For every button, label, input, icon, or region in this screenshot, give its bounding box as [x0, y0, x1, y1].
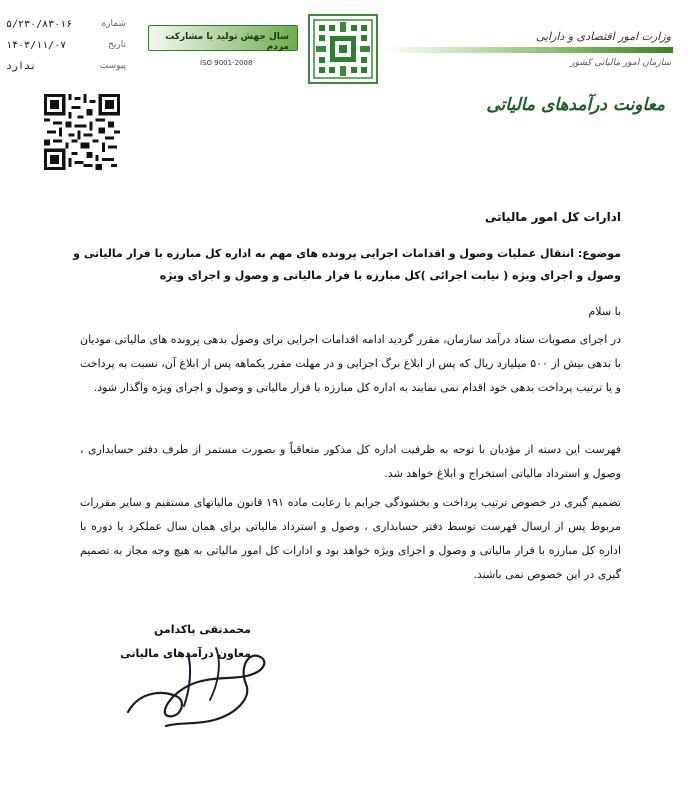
- iso-label: ISO 9001-2008: [200, 59, 253, 67]
- letter-greeting: با سلام: [588, 305, 621, 318]
- handwritten-signature-icon: [118, 634, 280, 734]
- meta-date-value: ۱۴۰۳/۱۱/۰۷: [6, 40, 67, 51]
- signer-name: محمدتقی پاکدامن: [154, 623, 251, 636]
- letter-recipient: ادارات کل امور مالیاتی: [484, 210, 621, 224]
- header-divider: [383, 47, 673, 53]
- meta-date-label: تاریخ: [108, 40, 126, 50]
- organization-name: سازمان امور مالیاتی کشور: [570, 58, 671, 68]
- meta-attachment-label: پیوست: [99, 61, 126, 71]
- letter-paragraph-3: تصمیم گیری در خصوص ترتیب پرداخت و بخشودگی جرایم با رعایت ماده ۱۹۱ قانون مالیاتهای مستقیم و سایر مقررات مربوط پس از ارسال فهرست توسط دفتر حسابداری ، وصول و استرداد مالیاتی برای همان سال عملکرد یا دوره با اداره کل مبارزه با فرار مالیاتی و وصول و اجرای ویژه خواهد بود و ادارات کل امور مالیاتی به هیچ وجه مجاز به تصمیم گیری در این خصوص نمی باشند.: [80, 496, 621, 581]
- meta-number-label: شماره: [101, 19, 126, 29]
- meta-number-row: [6, 14, 126, 35]
- deputy-title: معاونت درآمدهای مالیاتی: [486, 95, 665, 115]
- letter-paragraph-1: در اجرای مصوبات ستاد درآمد سازمان، مقرر گردید ادامه اقدامات اجرایی برای وصول بدهی پرونده های مالیاتی مودیان با بدهی بیش از ۵۰۰ میلیارد ریال که پس از ابلاغ برگ اجرایی و در مهلت مقرر یکماهه پس از ابلاغ آن، نسبت به پرداخت و یا ترتیب پرداخت بدهی خود اقدام نمی نمایند به اداره کل مبارزه با فرار مالیاتی و وصول و اجرای ویژه واگذار شود.: [80, 333, 621, 394]
- tax-organization-emblem-icon: [308, 14, 378, 84]
- meta-date-row: [6, 35, 126, 56]
- signer-title: معاون درآمدهای مالیاتی: [120, 647, 251, 660]
- meta-attachment-value: ندارد: [6, 61, 37, 72]
- letter-paragraph-2: فهرست این دسته از مؤدیان با توجه به ظرفیت اداره کل مذکور متعاقباً و بصورت مستمر از طرف دفتر حسابداری ، وصول و استرداد مالیاتی استخراج و ابلاغ خواهد شد.: [80, 443, 621, 480]
- meta-attachment-row: [6, 56, 126, 77]
- slogan-banner: سال جهش تولید با مشارکت مردم: [148, 25, 298, 51]
- qr-code-icon: [44, 94, 120, 170]
- letter-subject: موضوع: انتقال عملیات وصول و اقدامات اجرایی پرونده های مهم به اداره کل مبارزه با فرار مالیاتی و وصول و اجرای ویژه ( نیابت اجرائی )کل مبارزه با فرار مالیاتی و وصول و اجرای ویژه: [73, 247, 621, 282]
- letter-meta: [6, 14, 126, 77]
- meta-number-value: ۵/۲۳۰/۸۳۰۱۶: [6, 19, 73, 30]
- ministry-name: وزارت امور اقتصادی و دارایی: [535, 30, 671, 43]
